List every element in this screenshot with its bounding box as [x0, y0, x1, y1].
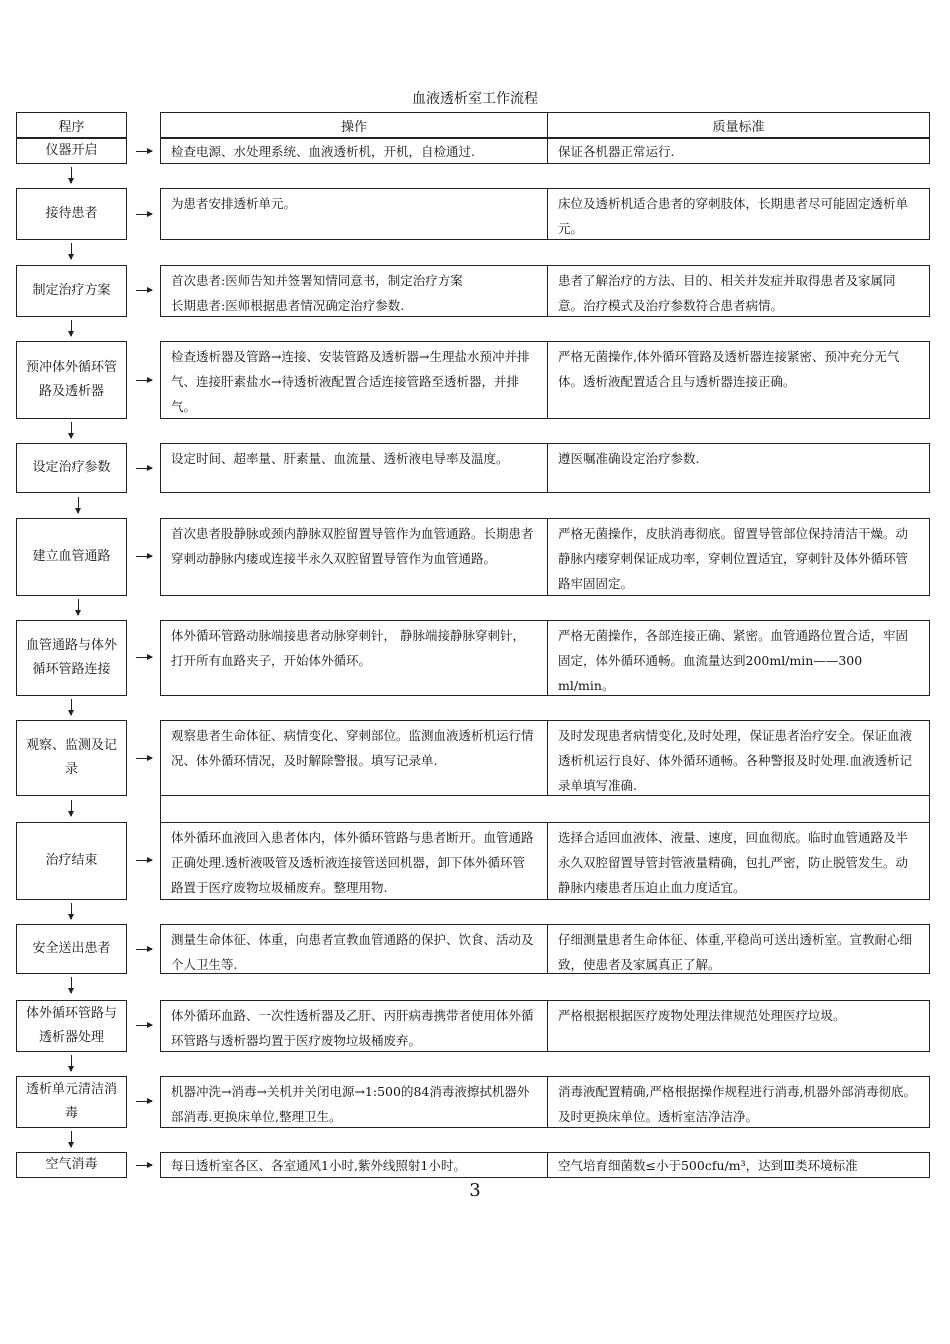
operation-cell: 体外循环血液回入患者体内，体外循环管路与患者断开。血管通路正确处理.透析液吸管及透析液连接管送回机器，卸下体外循环管路置于医疗废物垃圾桶废弃。整理用物.: [160, 822, 548, 900]
right-arrow-icon: [136, 214, 152, 215]
standard-cell: 床位及透析机适合患者的穿刺肢体，长期患者尽可能固定透析单元。: [547, 188, 930, 240]
right-arrow-icon: [136, 1165, 152, 1166]
standard-cell: 严格无菌操作，皮肤消毒彻底。留置导管部位保持清洁干燥。动静脉内瘘穿刺保证成功率，穿刺位置适宜，穿刺针及体外循环管路牢固固定。: [547, 518, 930, 596]
right-arrow-icon: [136, 758, 152, 759]
operation-cell: 每日透析室各区、各室通风1小时,紫外线照射1小时。: [160, 1152, 548, 1178]
standard-cell: 患者了解治疗的方法、目的、相关并发症并取得患者及家属同意。治疗模式及治疗参数符合患者病情。: [547, 265, 930, 317]
right-arrow-icon: [136, 556, 152, 557]
operation-cell: 观察患者生命体征、病情变化、穿刺部位。监测血液透析机运行情况、体外循环情况，及时解除警报。填写记录单.: [160, 720, 548, 796]
operation-cell: 机器冲洗→消毒→关机并关闭电源→1:500的84消毒液擦拭机器外部消毒.更换床单位,整理卫生。: [160, 1076, 548, 1128]
down-arrow-icon: [71, 903, 72, 919]
step-box: 观察、监测及记录: [16, 720, 127, 796]
step-box: 设定治疗参数: [16, 443, 127, 493]
standard-cell: 严格无菌操作,体外循环管路及透析器连接紧密、预冲充分无气体。透析液配置适合且与透析器连接正确。: [547, 341, 930, 419]
operation-cell: 体外循环管路动脉端接患者动脉穿刺针， 静脉端接静脉穿刺针，打开所有血路夹子，开始体外循环。: [160, 620, 548, 696]
right-arrow-icon: [136, 151, 152, 152]
page-title: 血液透析室工作流程: [412, 91, 538, 107]
operation-cell: 测量生命体征、体重，向患者宣教血管通路的保护、饮食、活动及个人卫生等.: [160, 924, 548, 974]
right-arrow-icon: [136, 290, 152, 291]
down-arrow-icon: [71, 1131, 72, 1147]
down-arrow-icon: [71, 167, 72, 183]
down-arrow-icon: [71, 320, 72, 336]
blank-row: [160, 795, 930, 823]
right-arrow-icon: [136, 1101, 152, 1102]
down-arrow-icon: [71, 422, 72, 438]
step-box: 接待患者: [16, 188, 127, 240]
standard-cell: 遵医嘱准确设定治疗参数.: [547, 443, 930, 493]
operation-cell: 检查透析器及管路→连接、安装管路及透析器→生理盐水预冲并排气、连接肝素盐水→待透析液配置合适连接管路至透析器，并排气。: [160, 341, 548, 419]
step-box: 空气消毒: [16, 1152, 127, 1178]
operation-cell: 首次患者:医师告知并签署知情同意书，制定治疗方案 长期患者:医师根据患者情况确定治疗参数.: [160, 265, 548, 317]
step-box: 安全送出患者: [16, 924, 127, 974]
down-arrow-icon: [71, 800, 72, 816]
standard-cell: 保证各机器正常运行.: [547, 138, 930, 164]
step-box: 制定治疗方案: [16, 265, 127, 317]
right-arrow-icon: [136, 380, 152, 381]
step-box: 仪器开启: [16, 138, 127, 164]
step-box: 体外循环管路与透析器处理: [16, 1000, 127, 1052]
right-arrow-icon: [136, 860, 152, 861]
operation-cell: 首次患者股静脉或颈内静脉双腔留置导管作为血管通路。长期患者穿刺动静脉内瘘或连接半永久双腔留置导管作为血管通路。: [160, 518, 548, 596]
step-box: 治疗结束: [16, 822, 127, 900]
step-box: 建立血管通路: [16, 518, 127, 596]
page-number: 3: [469, 1180, 481, 1201]
down-arrow-icon: [71, 243, 72, 259]
operation-cell: 设定时间、超率量、肝素量、血流量、透析液电导率及温度。: [160, 443, 548, 493]
step-box: 预冲体外循环管路及透析器: [16, 341, 127, 419]
down-arrow-icon: [78, 599, 79, 615]
down-arrow-icon: [71, 1055, 72, 1071]
header-standard: 质量标准: [547, 112, 930, 138]
operation-cell: 检查电源、水处理系统、血液透析机，开机，自检通过.: [160, 138, 548, 164]
header-operation: 操作: [160, 112, 548, 138]
header-program: 程序: [16, 112, 127, 138]
standard-cell: 仔细测量患者生命体征、体重,平稳尚可送出透析室。宣教耐心细致，使患者及家属真正了解。: [547, 924, 930, 974]
operation-cell: 体外循环血路、一次性透析器及乙肝、丙肝病毒携带者使用体外循环管路与透析器均置于医疗废物垃圾桶废弃。: [160, 1000, 548, 1052]
down-arrow-icon: [71, 699, 72, 715]
standard-cell: 选择合适回血液体、液量、速度，回血彻底。临时血管通路及半永久双腔留置导管封管液量精确，包扎严密，防止脱管发生。动静脉内瘘患者压迫止血力度适宜。: [547, 822, 930, 900]
standard-cell: 严格根据根据医疗废物处理法律规范处理医疗垃圾。: [547, 1000, 930, 1052]
down-arrow-icon: [78, 497, 79, 513]
standard-cell: 空气培育细菌数≤小于500cfu/m³，达到Ⅲ类环境标准: [547, 1152, 930, 1178]
step-box: 透析单元清洁消毒: [16, 1076, 127, 1128]
right-arrow-icon: [136, 949, 152, 950]
right-arrow-icon: [136, 657, 152, 658]
standard-cell: 消毒液配置精确,严格根据操作规程进行消毒,机器外部消毒彻底。及时更换床单位。透析室洁净洁净。: [547, 1076, 930, 1128]
down-arrow-icon: [71, 977, 72, 993]
right-arrow-icon: [136, 468, 152, 469]
step-box: 血管通路与体外循环管路连接: [16, 620, 127, 696]
right-arrow-icon: [136, 1025, 152, 1026]
standard-cell: 严格无菌操作，各部连接正确、紧密。血管通路位置合适，牢固固定，体外循环通畅。血流量达到200ml/min——300 ml/min。: [547, 620, 930, 696]
standard-cell: 及时发现患者病情变化,及时处理，保证患者治疗安全。保证血液透析机运行良好、体外循环通畅。各种警报及时处理.血液透析记录单填写准确.: [547, 720, 930, 796]
operation-cell: 为患者安排透析单元。: [160, 188, 548, 240]
